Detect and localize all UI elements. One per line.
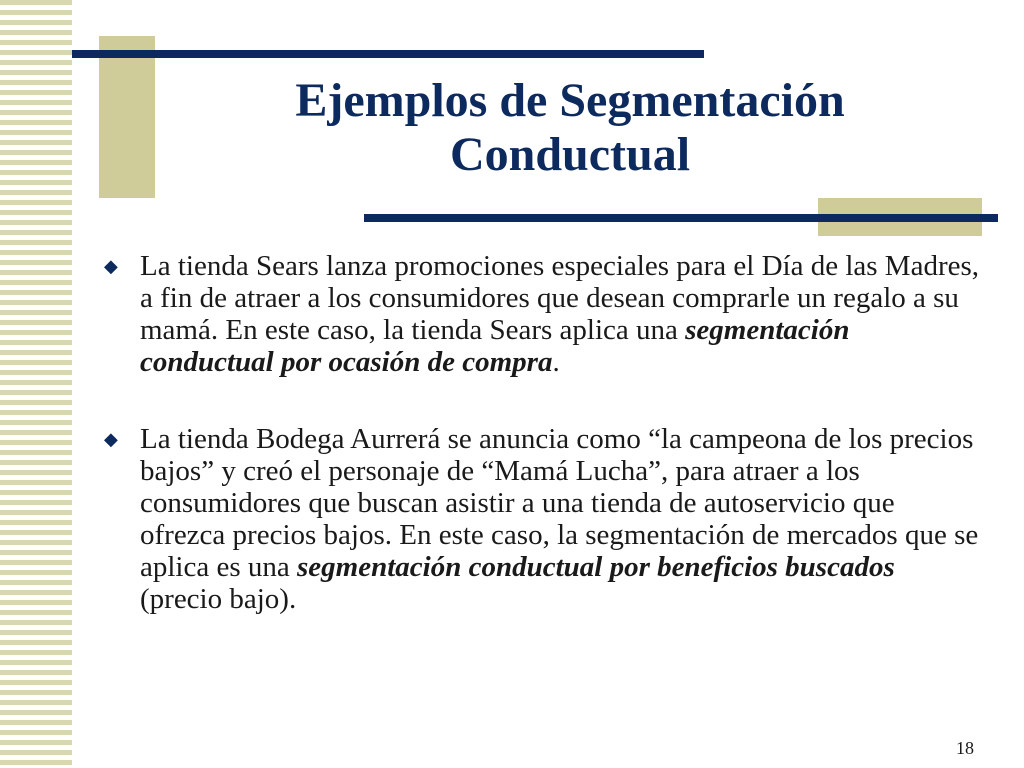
diamond-bullet-icon: ◆ — [104, 256, 118, 276]
left-stripe-decoration — [0, 0, 72, 768]
bullet-text: La tienda Sears lanza promociones especiales para el Día de las Madres, a fin de atraer a los consumidores que desean comprarle un regalo a su mamá. En este caso, la tienda Sears aplica una — [140, 250, 980, 346]
bullet-text-end: . — [552, 346, 560, 378]
bullet-text: La tienda Bodega Aurrerá se anuncia como “la campeona de los precios bajos” y creó el personaje de “Mamá Lucha”, para atraer a los consumidores que buscan asistir a una tienda de autoservicio que ofrezca precios bajos. En este caso, la segmentación de mercados que se aplica es una — [140, 423, 979, 583]
bullet-item — [104, 423, 984, 615]
bullet-list — [104, 250, 984, 660]
title-accent-block-left — [99, 36, 155, 198]
slide-title-line2: Conductual — [449, 128, 691, 181]
bullet-emphasis: segmentación conductual por ocasión de compra — [140, 314, 850, 378]
bullet-item — [104, 250, 984, 378]
slide-title — [160, 74, 980, 182]
slide-title-line1: Ejemplos de Segmentación — [295, 74, 845, 127]
page-number: 18 — [956, 738, 974, 758]
title-accent-line-bottom — [364, 214, 998, 222]
bullet-text-end: (precio bajo). — [140, 583, 297, 615]
title-accent-line-top — [72, 50, 704, 58]
diamond-bullet-icon: ◆ — [104, 429, 118, 449]
bullet-emphasis: segmentación conductual por beneficios buscados — [297, 551, 895, 583]
